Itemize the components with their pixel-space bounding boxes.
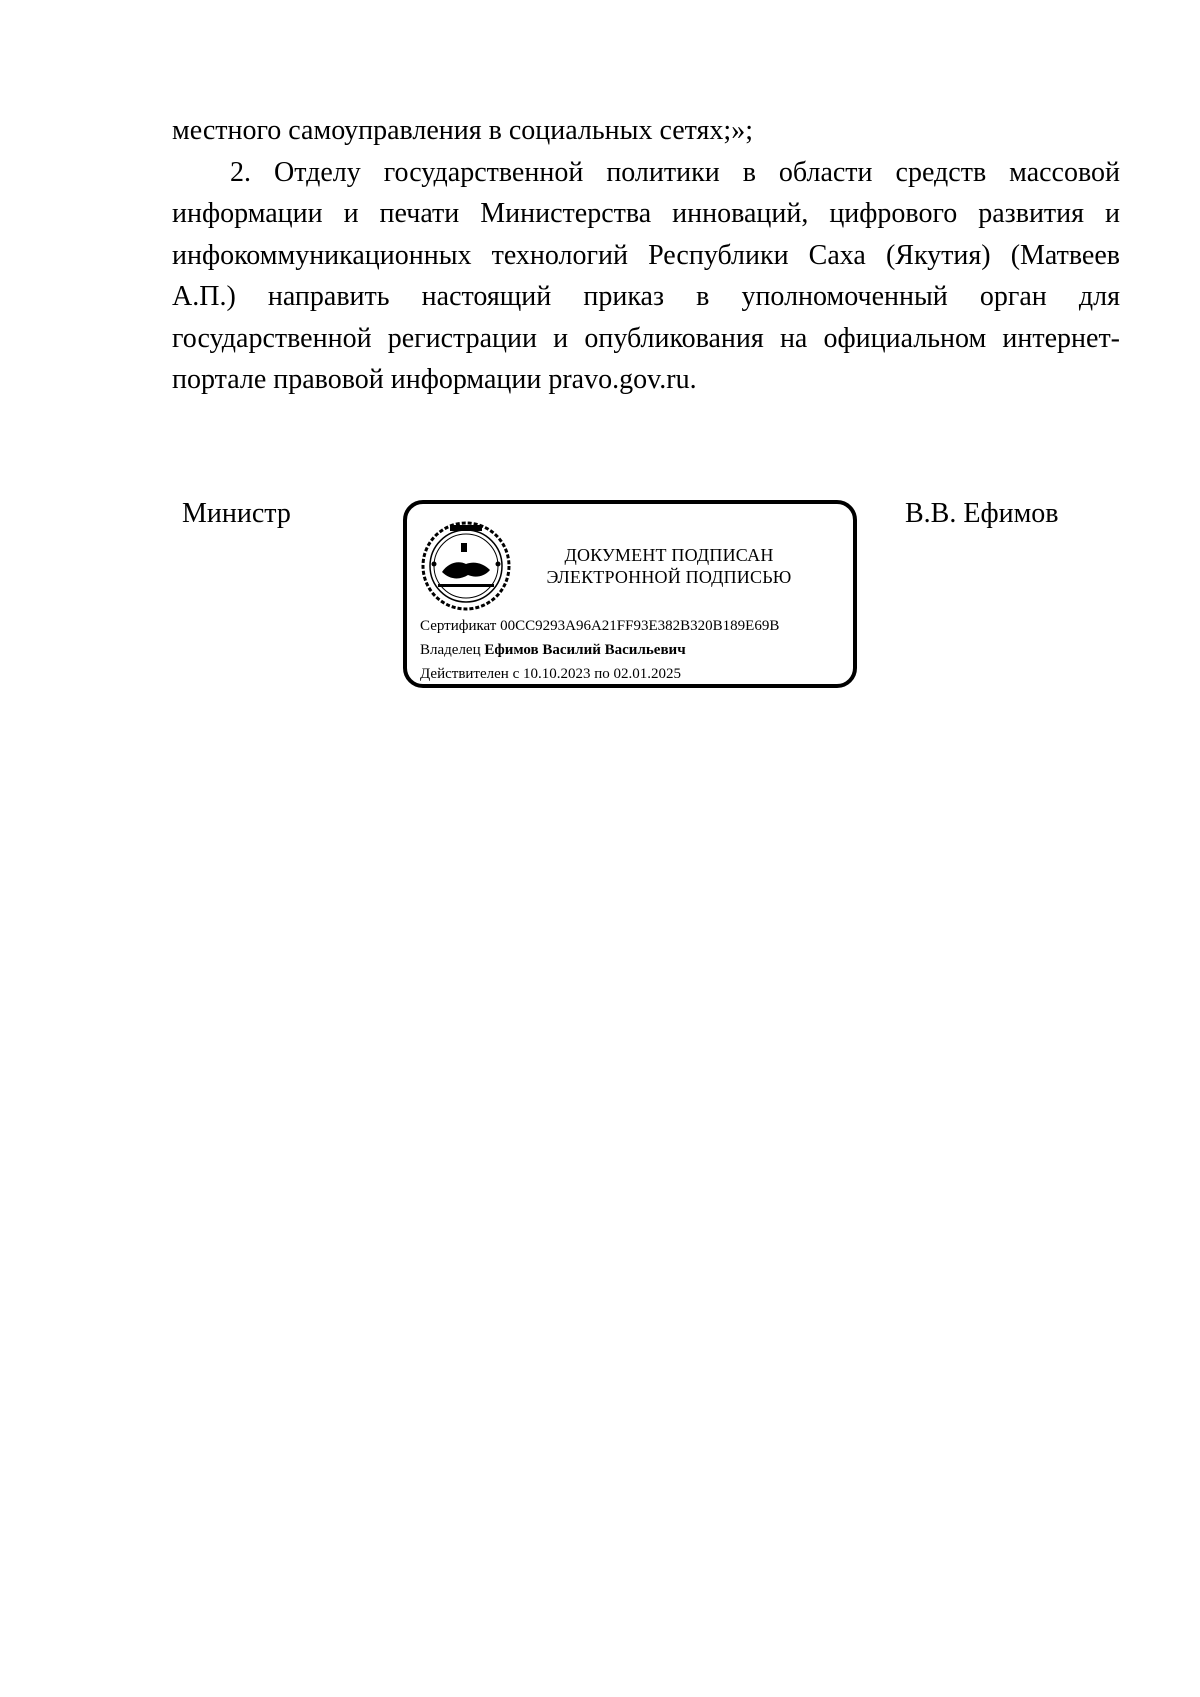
valid-to-date: 02.01.2025 [613, 666, 682, 682]
owner-value: Ефимов Василий Васильевич [484, 642, 686, 658]
signatory-position: Министр [182, 498, 291, 529]
valid-from-word: с [512, 666, 520, 682]
paragraph-continuation: местного самоуправления в социальных сетях;»; [172, 115, 753, 146]
certificate-value: 00CC9293A96A21FF93E382B320B189E69B [500, 618, 780, 634]
paragraph-2: 2. Отделу государственной политики в области средств массовой информации и печати Министерства инноваций, цифрового развития и инфокоммуникационных технологий Республики Саха (Якутия) (Матвеев А.П.) направить настоящий приказ в уполномоченный орган для государственной регистрации и опубликования на официальном интернет-портале правовой информации pravo.gov.ru. [172, 156, 1120, 395]
signatory-name: В.В. Ефимов [905, 498, 1059, 529]
stamp-validity-line [420, 665, 681, 683]
republic-emblem-icon [420, 520, 512, 612]
electronic-signature-stamp [403, 500, 857, 688]
valid-to-word: по [594, 666, 610, 682]
valid-from-date: 10.10.2023 [522, 666, 591, 682]
document-body [172, 110, 1120, 401]
owner-label: Владелец [420, 642, 481, 658]
valid-label: Действителен [420, 666, 509, 682]
stamp-owner-line [420, 641, 686, 659]
stamp-certificate-line [420, 617, 779, 635]
stamp-heading-line-2: ЭЛЕКТРОННОЙ ПОДПИСЬЮ [546, 567, 792, 587]
certificate-label: Сертификат [420, 618, 497, 634]
stamp-heading-line-1: ДОКУМЕНТ ПОДПИСАН [564, 545, 774, 565]
stamp-heading [519, 544, 819, 588]
